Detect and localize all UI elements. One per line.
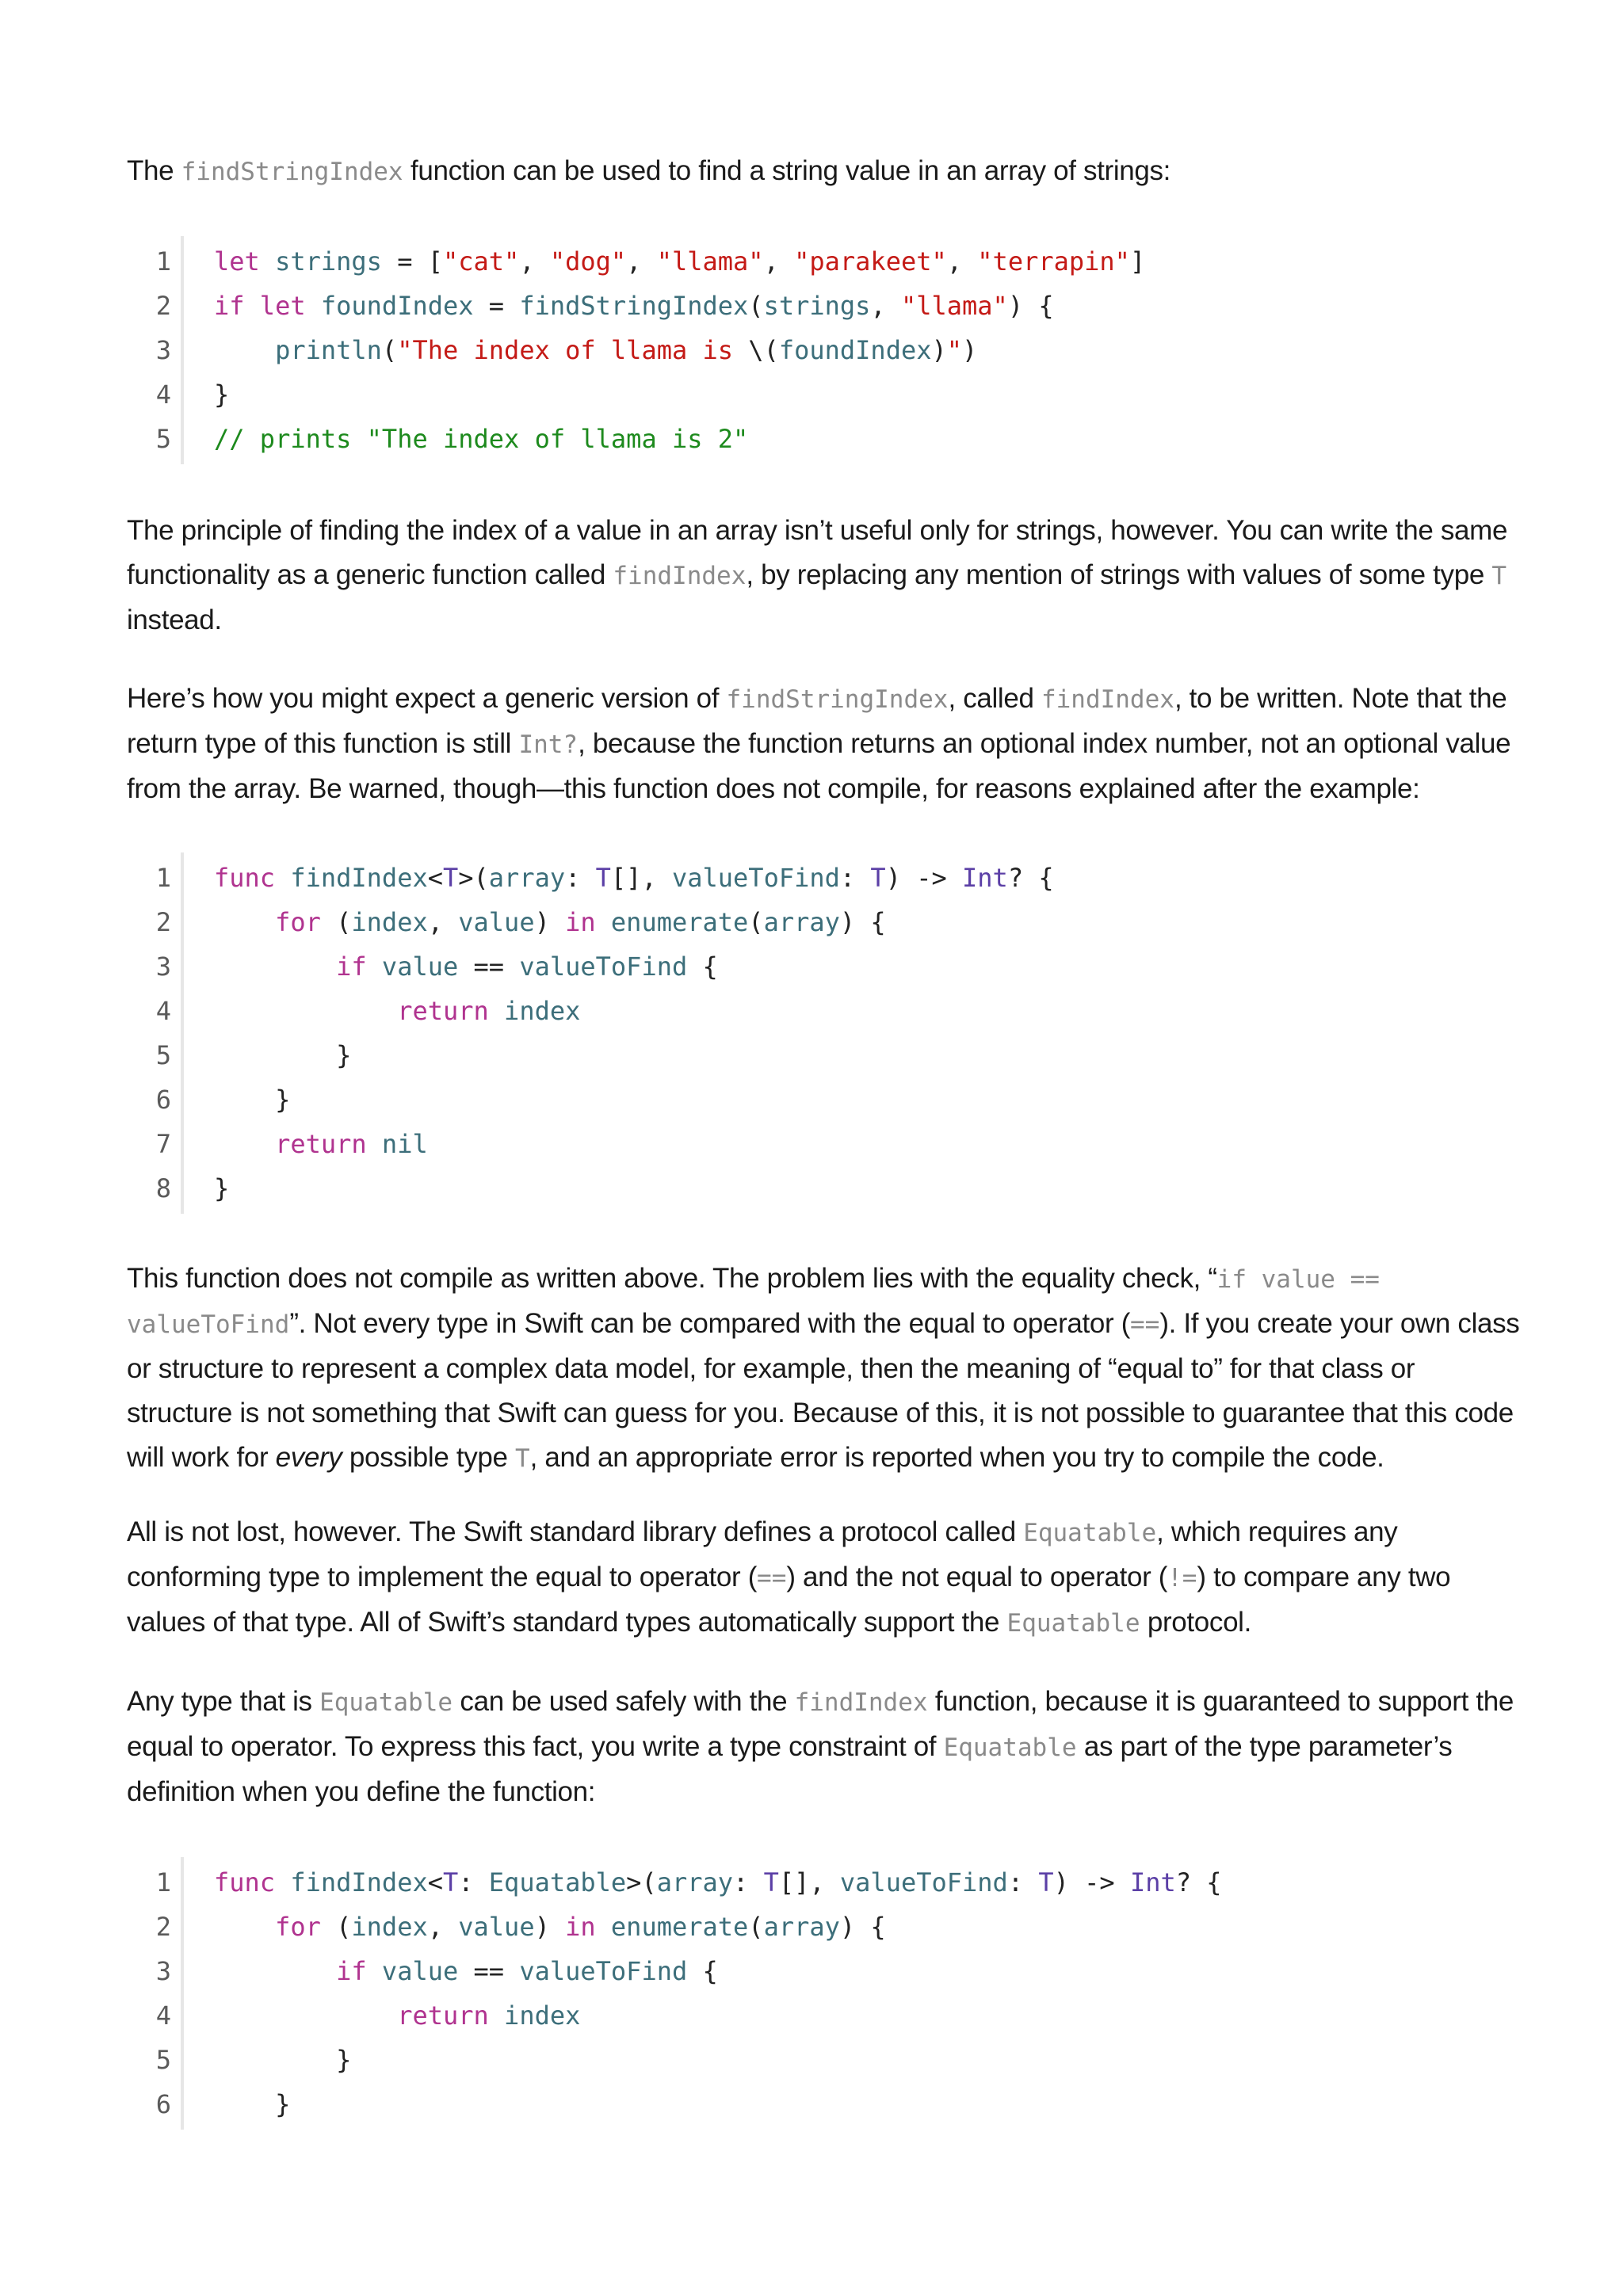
code-token: array (763, 1912, 840, 1942)
code-line (127, 2082, 1522, 2126)
code-token: ( (320, 907, 352, 937)
code-token: : (565, 863, 596, 893)
code-token: T (442, 1867, 459, 1897)
code-line (127, 1905, 1522, 1949)
code-token: Equatable (488, 1867, 627, 1897)
code-token: < (427, 1867, 443, 1897)
code-token: ] (1129, 246, 1146, 277)
code-text (214, 1166, 229, 1211)
line-number: 3 (155, 1956, 171, 1986)
code-token: strings (763, 291, 871, 321)
code-line (127, 372, 1522, 417)
code-text (214, 1860, 1222, 1905)
text-run: ) to compare any two values of that type. All of Swift’s standard types automatically support the (127, 1562, 1451, 1638)
code-text (214, 1033, 351, 1077)
code-text (214, 1077, 290, 1122)
text-run: as part of the type parameter’s definition when you define the function: (127, 1731, 1453, 1807)
code-token: ) (534, 907, 566, 937)
code-token: , (626, 246, 657, 277)
code-token: index (351, 907, 428, 937)
code-token: } (214, 1040, 352, 1070)
code-token (367, 1956, 382, 1986)
code-token: foundIndex (778, 335, 932, 365)
code-token: { (687, 1956, 718, 1986)
code-token: if (336, 1956, 367, 1986)
code-token: = [ (381, 246, 443, 277)
code-token: foundIndex (320, 291, 474, 321)
code-token: in (565, 1912, 596, 1942)
line-number: 1 (155, 246, 171, 277)
line-number: 4 (155, 996, 171, 1026)
text-run: , to be written. Note that the return type of this function is still (127, 683, 1507, 759)
code-token: strings (275, 246, 382, 277)
code-token: func (214, 863, 276, 893)
code-token: index (351, 1912, 428, 1942)
inline-code: Equatable (1006, 1609, 1140, 1638)
paragraph-equatable-protocol (127, 1510, 1522, 1646)
code-token: } (214, 1173, 230, 1203)
code-line (127, 1122, 1522, 1166)
code-token: findIndex (290, 1867, 428, 1897)
code-token: "llama" (656, 246, 764, 277)
code-block-find-index-equatable (127, 1860, 1522, 2126)
text-run: All is not lost, however. The Swift standard library defines a protocol called (127, 1516, 1024, 1547)
code-token: "llama" (900, 291, 1008, 321)
code-token: let (214, 246, 260, 277)
code-text (214, 944, 718, 989)
code-token: T (870, 863, 886, 893)
code-token: valueToFind (671, 863, 840, 893)
code-token: } (214, 2045, 352, 2075)
code-token: findIndex (290, 863, 428, 893)
code-token (489, 2000, 504, 2031)
code-text (214, 372, 229, 417)
code-token: Int (962, 863, 1008, 893)
inline-code: != (1167, 1564, 1197, 1592)
line-number: 8 (155, 1173, 171, 1203)
inline-code: T (514, 1444, 530, 1473)
text-run: ). If you create your own class or structure to represent a complex data model, for example, then the meaning of “equal to” for that class or structure is not something that Swift can guess for you. Because of this, it is not possible to guarantee that this code will work for (127, 1308, 1520, 1473)
paragraph-generic-version (127, 677, 1522, 811)
code-token: , (763, 246, 795, 277)
code-token: index (504, 996, 581, 1026)
code-text (214, 328, 977, 372)
code-token: if (336, 952, 367, 982)
line-number: 1 (155, 1867, 171, 1897)
inline-code: if value == valueToFind (127, 1265, 1380, 1339)
code-text (214, 900, 886, 944)
inline-code: Equatable (319, 1688, 453, 1717)
code-token: < (427, 863, 443, 893)
code-token: valueToFind (519, 952, 688, 982)
code-token: enumerate (610, 1912, 749, 1942)
code-token: array (763, 907, 840, 937)
paragraph-compile-problem (127, 1257, 1522, 1481)
code-text (214, 1905, 886, 1949)
text-run: ”. Not every type in Swift can be compared with the equal to operator ( (289, 1308, 1131, 1339)
code-token: ( (748, 907, 764, 937)
code-token: ) (962, 335, 978, 365)
paragraph-generic-principle (127, 509, 1522, 643)
code-token: return (397, 996, 489, 1026)
line-number: 2 (155, 1912, 171, 1942)
code-token: " (946, 335, 963, 365)
inline-code: findIndex (613, 562, 747, 590)
code-text (214, 2082, 290, 2126)
code-token: } (214, 379, 230, 410)
code-token (489, 996, 504, 1026)
code-text (214, 1949, 718, 1993)
line-number: 5 (155, 1040, 171, 1070)
code-token: ) { (839, 1912, 886, 1942)
inline-code: findStringIndex (726, 685, 949, 714)
text-run: instead. (127, 605, 222, 635)
inline-code: Equatable (943, 1733, 1077, 1762)
line-number: 7 (155, 1129, 171, 1159)
code-token (306, 291, 321, 321)
code-token: T (763, 1867, 779, 1897)
code-token: , (427, 1912, 459, 1942)
line-number: 6 (155, 1085, 171, 1115)
line-number: 5 (155, 2045, 171, 2075)
code-line (127, 900, 1522, 944)
code-token: for (275, 1912, 321, 1942)
code-token: return (397, 2000, 489, 2031)
line-number: 3 (155, 952, 171, 982)
code-token: T (595, 863, 611, 893)
line-number: 2 (155, 291, 171, 321)
code-token (596, 907, 611, 937)
code-token: "cat" (442, 246, 520, 277)
code-token: array (488, 863, 566, 893)
line-number: 3 (155, 335, 171, 365)
inline-code: == (1130, 1310, 1160, 1339)
code-token: // prints "The index of llama is 2" (214, 424, 749, 454)
code-text (214, 1122, 428, 1166)
code-token: == (458, 952, 520, 982)
code-line (127, 989, 1522, 1033)
inline-code: == (757, 1564, 787, 1592)
text-run: The principle of finding the index of a value in an array isn’t useful only for strings, however. You can write the same functionality as a generic function called (127, 515, 1508, 590)
inline-code: findIndex (794, 1688, 928, 1717)
code-token: value (381, 1956, 459, 1986)
code-token: return (275, 1129, 367, 1159)
inline-code: findIndex (1041, 685, 1174, 714)
code-token: T (1038, 1867, 1054, 1897)
code-text (214, 856, 1054, 900)
code-token (214, 952, 336, 982)
code-text (214, 239, 1145, 284)
code-token: } (214, 1085, 291, 1115)
code-line (127, 1993, 1522, 2038)
code-token: "dog" (549, 246, 627, 277)
code-token: { (687, 952, 718, 982)
code-token (275, 863, 290, 893)
line-number: 6 (155, 2089, 171, 2119)
text-run: This function does not compile as written above. The problem lies with the equality check, “ (127, 1263, 1217, 1294)
line-number: 1 (155, 863, 171, 893)
code-token: ( (381, 335, 398, 365)
code-token: ) -> (1053, 1867, 1130, 1897)
emphasis-text: every (275, 1442, 342, 1473)
code-text (214, 2038, 351, 2082)
text-run: ) and the not equal to operator ( (786, 1562, 1168, 1592)
code-token: : (733, 1867, 764, 1897)
code-block-find-index-generic (127, 856, 1522, 1211)
code-token: valueToFind (839, 1867, 1008, 1897)
code-token: == (458, 1956, 520, 1986)
code-token: \( (748, 335, 779, 365)
paragraph-intro (127, 149, 1522, 194)
code-token: } (214, 2089, 291, 2119)
code-token: for (275, 907, 321, 937)
inline-code: T (1491, 562, 1507, 590)
code-token: valueToFind (519, 1956, 688, 1986)
line-number: 4 (155, 379, 171, 410)
code-token: "The index of llama is (397, 335, 749, 365)
code-token: ) { (839, 907, 886, 937)
code-token (214, 335, 275, 365)
code-token (214, 1956, 336, 1986)
paragraph-type-constraint (127, 1680, 1522, 1814)
code-token: func (214, 1867, 276, 1897)
line-number: 2 (155, 907, 171, 937)
code-token (214, 2000, 397, 2031)
text-run: , which requires any conforming type to implement the equal to operator ( (127, 1516, 1398, 1592)
code-token: , (427, 907, 459, 937)
code-token: value (381, 952, 459, 982)
code-token: value (458, 907, 535, 937)
code-line (127, 856, 1522, 900)
text-run: function, because it is guaranteed to support the equal to operator. To express this fact, you write a type constraint of (127, 1686, 1514, 1762)
text-run: protocol. (1140, 1607, 1251, 1638)
code-token: ( (320, 1912, 352, 1942)
code-token: Int (1129, 1867, 1176, 1897)
code-line (127, 284, 1522, 328)
text-run: Here’s how you might expect a generic version of (127, 683, 727, 714)
code-token: [], (610, 863, 672, 893)
code-token: if let (214, 291, 306, 321)
code-token: array (656, 1867, 734, 1897)
code-token: : (839, 863, 871, 893)
code-text (214, 989, 580, 1033)
code-line (127, 1949, 1522, 1993)
text-run: possible type (342, 1442, 515, 1473)
code-line (127, 2038, 1522, 2082)
code-token: in (565, 907, 596, 937)
code-token: ) -> (885, 863, 963, 893)
code-token: [], (778, 1867, 840, 1897)
code-token (214, 1129, 275, 1159)
code-text (214, 284, 1054, 328)
code-token: ( (748, 1912, 764, 1942)
code-line (127, 239, 1522, 284)
code-token: index (504, 2000, 581, 2031)
code-token (214, 996, 397, 1026)
code-token: println (275, 335, 382, 365)
code-token: ) (534, 1912, 566, 1942)
code-token (596, 1912, 611, 1942)
code-token: ) (931, 335, 947, 365)
code-line (127, 417, 1522, 461)
code-line (127, 944, 1522, 989)
code-token (260, 246, 275, 277)
text-run: Any type that is (127, 1686, 320, 1717)
code-token: enumerate (610, 907, 749, 937)
code-token: ) { (1007, 291, 1054, 321)
line-number: 5 (155, 424, 171, 454)
code-line (127, 1166, 1522, 1211)
code-token: >( (626, 1867, 657, 1897)
line-number: 4 (155, 2000, 171, 2031)
code-token (275, 1867, 290, 1897)
code-token: : (1007, 1867, 1039, 1897)
text-run: can be used safely with the (453, 1686, 795, 1717)
code-token: , (870, 291, 901, 321)
inline-code: findStringIndex (181, 158, 403, 186)
text-run: function can be used to find a string value in an array of strings: (403, 155, 1171, 186)
code-token: >( (458, 863, 489, 893)
code-token: nil (381, 1129, 428, 1159)
code-text (214, 1993, 580, 2038)
inline-code: Int? (518, 730, 579, 759)
code-block-find-string-index-usage (127, 239, 1522, 461)
text-run: , because the function returns an optional index number, not an optional value from the array. Be warned, though—this function does not compile, for reasons explained after the example: (127, 728, 1511, 804)
code-token: findStringIndex (519, 291, 749, 321)
code-token: , (519, 246, 550, 277)
code-token (367, 952, 382, 982)
text-run: , and an appropriate error is reported when you try to compile the code. (529, 1442, 1384, 1473)
code-token (214, 907, 275, 937)
code-token: ? { (1175, 1867, 1222, 1897)
code-token: "terrapin" (977, 246, 1130, 277)
code-token: ? { (1007, 863, 1054, 893)
code-token (367, 1129, 382, 1159)
code-token: : (458, 1867, 489, 1897)
inline-code: Equatable (1023, 1519, 1157, 1547)
code-line (127, 1077, 1522, 1122)
code-line (127, 328, 1522, 372)
code-token: = (473, 291, 520, 321)
text-run: , by replacing any mention of strings with values of some type (746, 559, 1492, 590)
code-token: ( (748, 291, 764, 321)
text-run: The (127, 155, 181, 186)
text-run: , called (948, 683, 1041, 714)
code-token (214, 1912, 275, 1942)
code-token: T (442, 863, 459, 893)
code-line (127, 1860, 1522, 1905)
code-token: value (458, 1912, 535, 1942)
code-text (214, 417, 748, 461)
code-line (127, 1033, 1522, 1077)
code-token: "parakeet" (794, 246, 947, 277)
code-token: , (946, 246, 978, 277)
